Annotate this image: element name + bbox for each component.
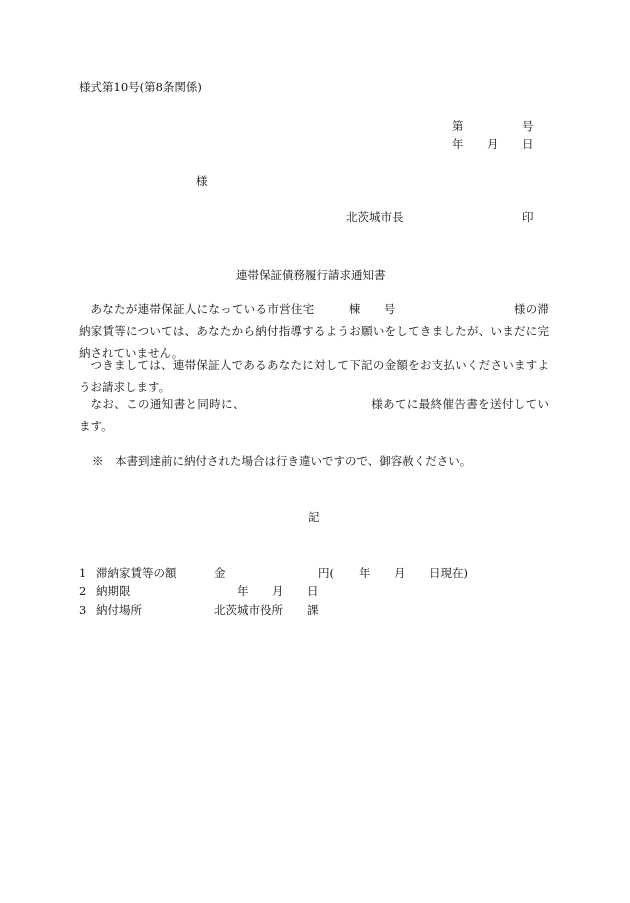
paragraph-1-intro: あなたが連帯保証人になっている市営住宅 <box>90 302 315 316</box>
doc-date-year: 年 <box>452 137 464 151</box>
doc-date-day: 日 <box>522 137 534 151</box>
paragraph-2: つきましては、連帯保証人であるあなたに対して下記の金額をお支払いくださいますようお請求します。 <box>79 358 549 394</box>
doc-number-dai: 第 <box>452 119 464 133</box>
item-1-number: 1 <box>79 566 87 580</box>
paragraph-3-intro: なお、この通知書と同時に、 <box>90 397 245 411</box>
paragraph-3 <box>79 393 549 437</box>
item-1-label: 滞納家賃等の額 <box>96 566 177 580</box>
item-1-day-note: 日現在) <box>429 566 468 580</box>
addressee-suffix: 様 <box>196 174 208 188</box>
notice-line: ※ 本書到達前に納付された場合は行き違いですので、御容赦ください。 <box>92 454 472 468</box>
building-label: 棟 <box>348 302 361 316</box>
doc-number-go: 号 <box>522 119 534 133</box>
item-1-kin: 金 <box>214 566 226 580</box>
paragraph-1-rest: 様の滞納家賃等については、あなたから納付指導するようお願いをしてきましたが、いまだに完納されていません。 <box>79 302 550 360</box>
item-3-place: 北茨城市役所 <box>214 603 283 617</box>
item-1-year: 年 <box>359 566 371 580</box>
number-label: 号 <box>383 302 396 316</box>
ki-heading: 記 <box>308 510 320 524</box>
document-title: 連帯保証債務履行請求通知書 <box>236 268 386 282</box>
doc-date-month: 月 <box>487 137 499 151</box>
sender-name: 北茨城市長 <box>346 210 404 224</box>
item-1-month: 月 <box>394 566 406 580</box>
item-2-day: 日 <box>307 584 319 598</box>
seal-mark: 印 <box>522 210 534 224</box>
item-2-month: 月 <box>272 584 284 598</box>
form-label: 様式第10号(第8条関係) <box>79 80 202 94</box>
item-3-label: 納付場所 <box>96 603 142 617</box>
item-3-ka: 課 <box>307 603 319 617</box>
item-2-label: 納期限 <box>96 584 131 598</box>
item-2-number: 2 <box>79 584 87 598</box>
item-1-en: 円( <box>318 566 334 580</box>
item-2-year: 年 <box>237 584 249 598</box>
paragraph-3-rest: 様あてに最終催告書を送付しています。 <box>79 397 549 433</box>
item-3-number: 3 <box>79 603 87 617</box>
